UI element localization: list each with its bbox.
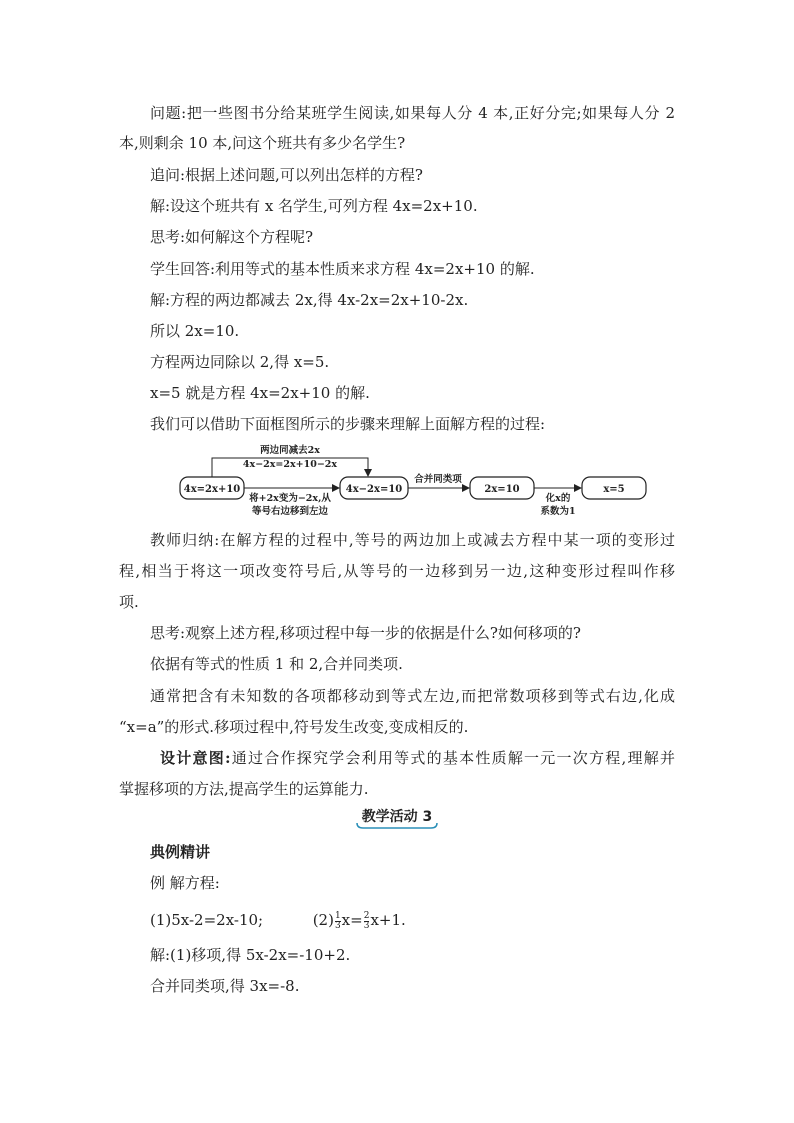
fraction-one-third: $\frac{1}{3}$	[334, 910, 341, 931]
section-heading	[355, 806, 439, 830]
flow-top-label-2: 4x−2x=2x+10−2x	[242, 459, 338, 470]
flow-arrow-3-label-1: 化x的	[545, 493, 571, 504]
example-equation-1: (1)5x-2=2x-10;	[150, 911, 264, 929]
solution-line-2: 合并同类项,得 3x=-8.	[150, 977, 300, 995]
flow-bottom-label-2: 等号右边移到左边	[251, 506, 329, 517]
flow-diagram	[170, 440, 660, 522]
transposition-rule-line-1: 通常把含有未知数的各项都移动到等式左边,而把常数项移到等式右边,化成	[150, 687, 675, 705]
section-heading-text: 教学活动 3	[361, 809, 433, 825]
flow-box-2-text: 4x−2x=10	[345, 484, 403, 495]
solution-step-3: 方程两边同除以 2,得 x=5.	[150, 353, 330, 371]
thinking-question-2: 思考:观察上述方程,移项过程中每一步的依据是什么?如何移项的?	[150, 624, 581, 642]
flow-box-3-text: 2x=10	[484, 484, 520, 495]
example-intro: 例 解方程:	[150, 874, 220, 892]
solution-step-1: 解:方程的两边都减去 2x,得 4x-2x=2x+10-2x.	[150, 291, 469, 309]
flow-bottom-label-1: 将+2x变为−2x,从	[249, 493, 331, 504]
design-intent-label: 设计意图:	[160, 749, 231, 767]
flow-box-4-text: x=5	[603, 484, 625, 495]
transposition-rule-line-2: “x=a”的形式.移项过程中,符号发生改变,变成相反的.	[119, 718, 469, 736]
flow-arrow-2-label: 合并同类项	[414, 474, 462, 485]
solution-setup: 解:设这个班共有 x 名学生,可列方程 4x=2x+10.	[150, 197, 478, 215]
solution-line-1: 解:(1)移项,得 5x-2x=-10+2.	[150, 946, 351, 964]
basis-answer: 依据有等式的性质 1 和 2,合并同类项.	[150, 655, 403, 673]
design-intent-line-2: 掌握移项的方法,提高学生的运算能力.	[119, 780, 369, 798]
problem-line-1: 问题:把一些图书分给某班学生阅读,如果每人分 4 本,正好分完;如果每人分 2	[150, 104, 675, 122]
section-heading-underline	[355, 822, 439, 830]
student-answer: 学生回答:利用等式的基本性质来求方程 4x=2x+10 的解.	[150, 260, 535, 278]
teacher-summary-line-1: 教师归纳:在解方程的过程中,等号的两边加上或减去方程中某一项的变形过	[150, 531, 675, 549]
solution-step-2: 所以 2x=10.	[150, 322, 240, 340]
flow-box-1-text: 4x=2x+10	[183, 484, 241, 495]
teacher-summary-line-3: 项.	[119, 593, 139, 611]
flow-top-label-1: 两边同减去2x	[260, 445, 320, 456]
problem-line-2: 本,则剩余 10 本,问这个班共有多少名学生?	[119, 134, 406, 152]
example-equation-2: (2) $\frac{1}{3}$ x= $\frac{2}{3}$ x+1.	[312, 910, 406, 931]
fraction-two-thirds: $\frac{2}{3}$	[363, 910, 370, 931]
teacher-summary-line-2: 程,相当于将这一项改变符号后,从等号的一边移到另一边,这种变形过程叫作移	[119, 562, 675, 580]
design-intent-text: 通过合作探究学会利用等式的基本性质解一元一次方程,理解并	[230, 749, 675, 767]
diagram-intro: 我们可以借助下面框图所示的步骤来理解上面解方程的过程:	[150, 415, 546, 433]
flow-arrow-3-label-2: 系数为1	[540, 506, 576, 517]
follow-up-question: 追问:根据上述问题,可以列出怎样的方程?	[150, 166, 423, 184]
example-equations	[0, 910, 794, 931]
thinking-prompt: 思考:如何解这个方程呢?	[150, 228, 314, 246]
design-intent-line-1	[0, 748, 794, 768]
subheading: 典例精讲	[150, 843, 211, 861]
solution-conclusion: x=5 就是方程 4x=2x+10 的解.	[150, 384, 370, 402]
